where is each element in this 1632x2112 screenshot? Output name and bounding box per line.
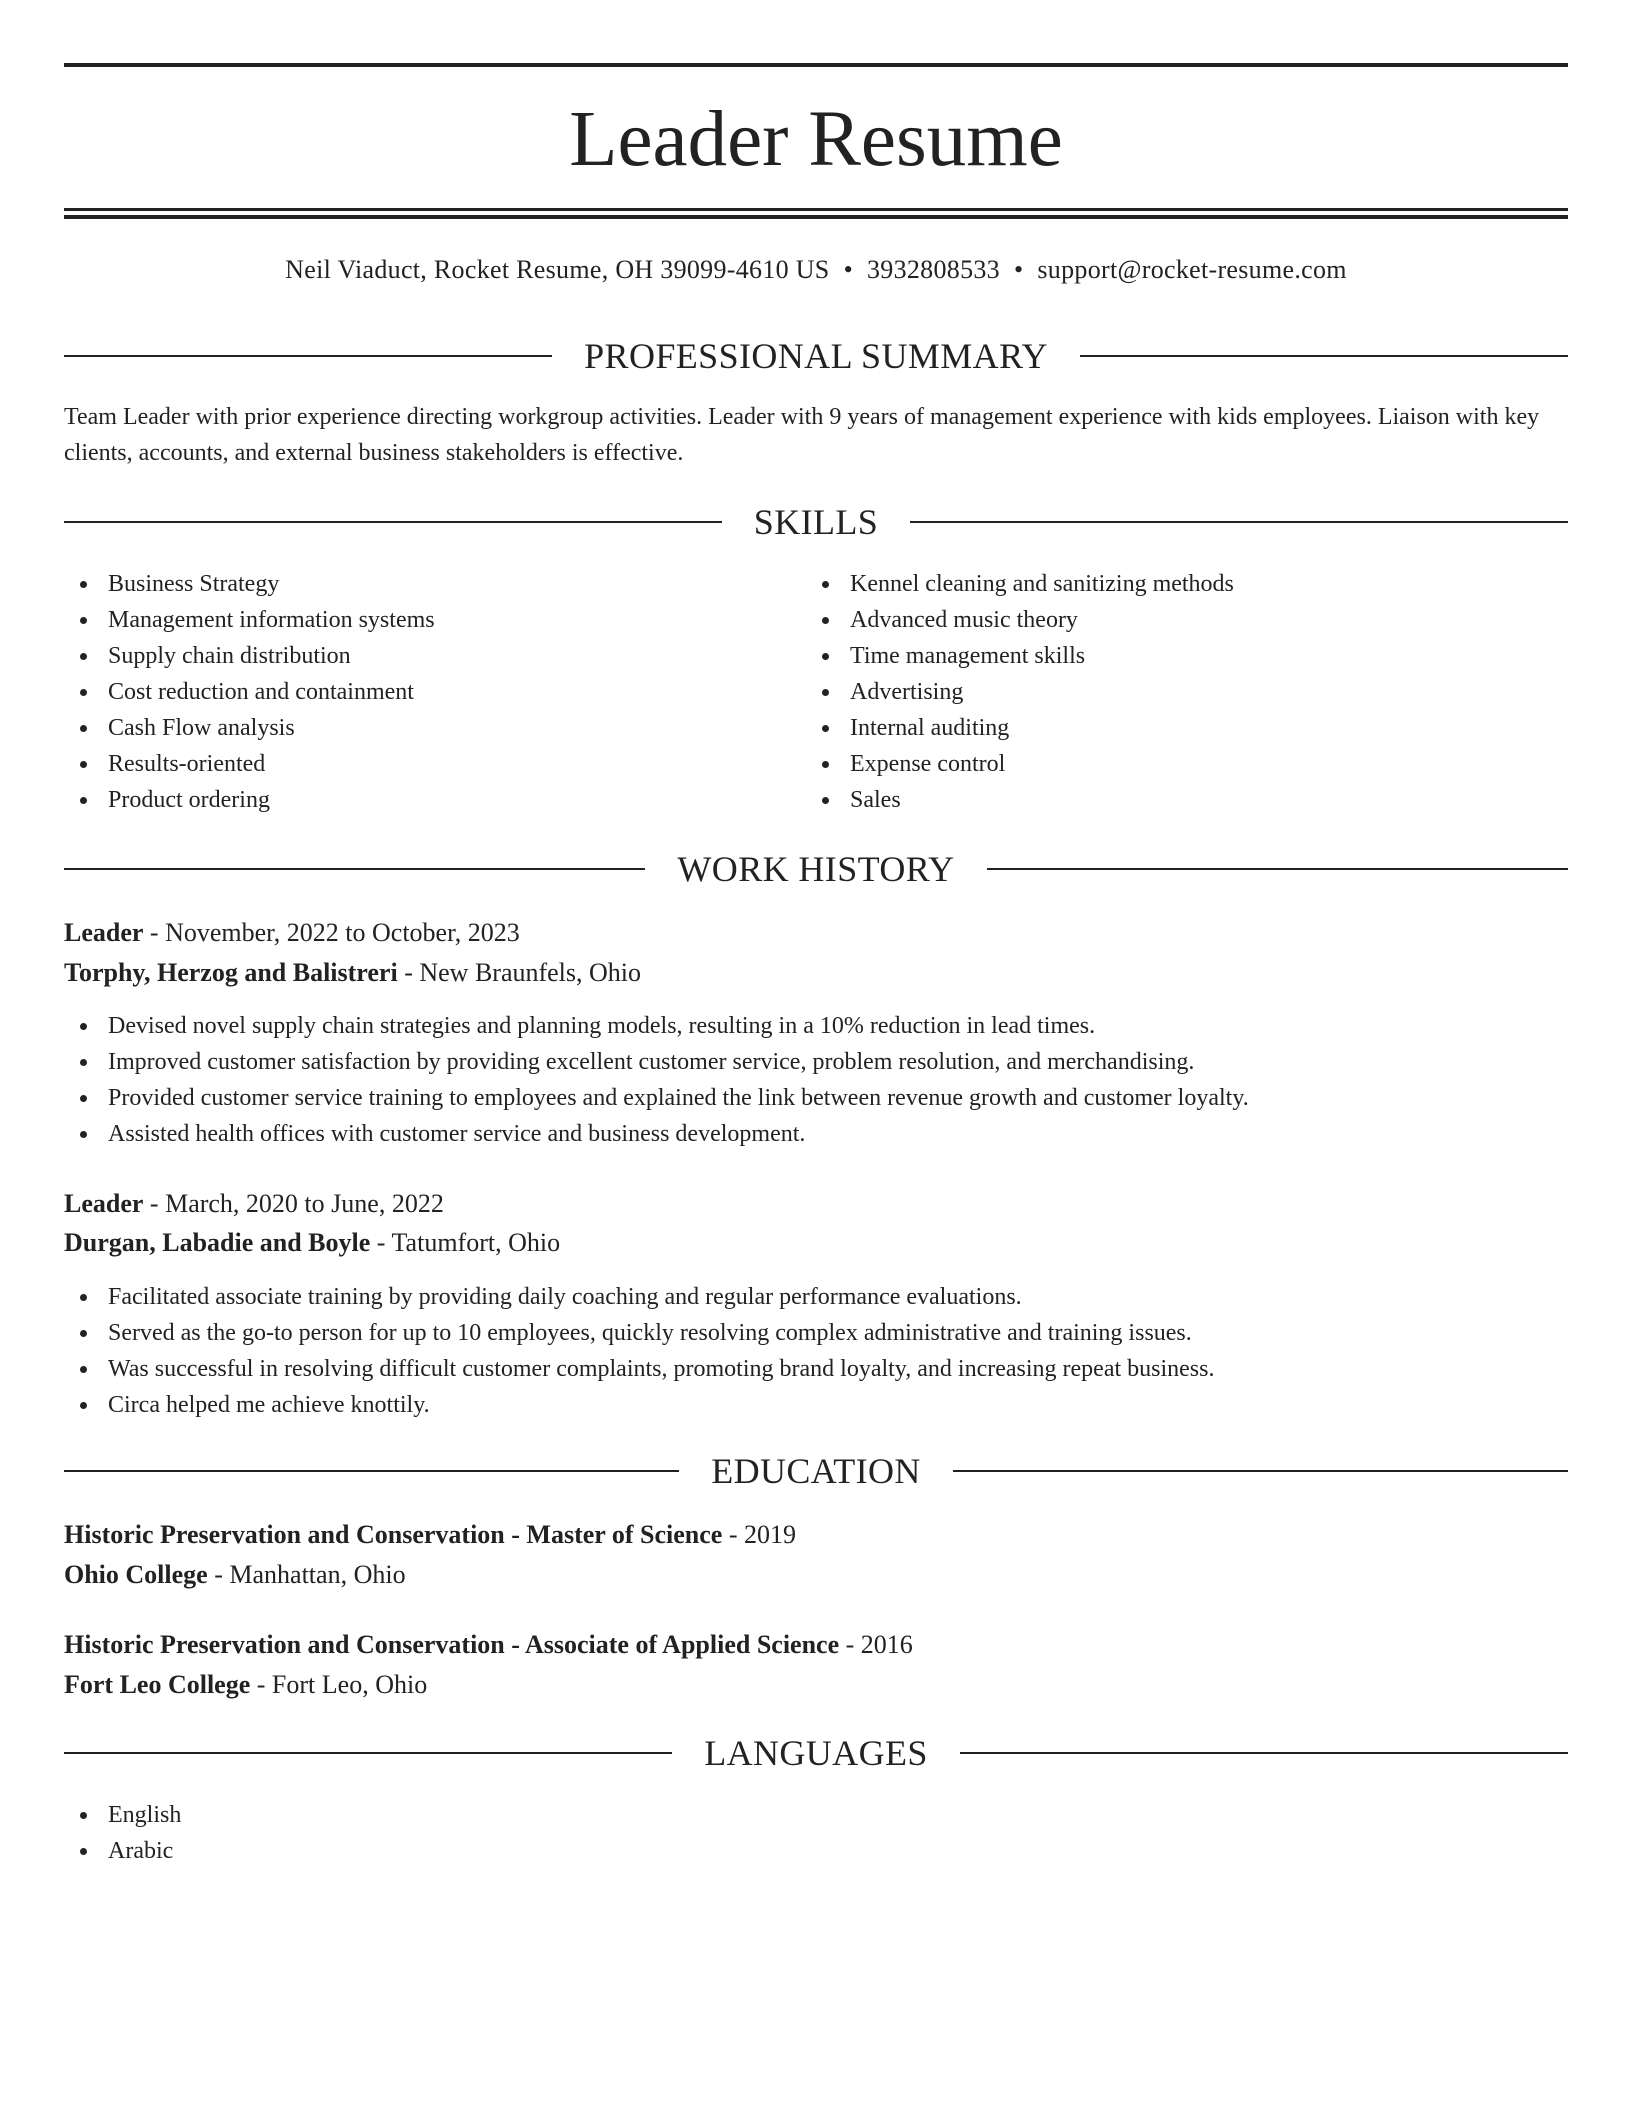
heading-rule (987, 868, 1568, 870)
skill-item: Advertising (806, 674, 1566, 710)
education-degree: Historic Preservation and Conservation - Master of Science (64, 1520, 723, 1549)
skill-item: Kennel cleaning and sanitizing methods (806, 566, 1566, 602)
job-company-line (64, 953, 1568, 993)
contact-address: Neil Viaduct, Rocket Resume, OH 39099-4610 US (285, 255, 830, 284)
job-bullet: Served as the go-to person for up to 10 employees, quickly resolving complex administrative and training issues. (64, 1315, 1568, 1351)
skills-list-left (64, 566, 804, 818)
skills-heading (64, 500, 1568, 544)
skill-item: Results-oriented (64, 746, 804, 782)
job-company: Durgan, Labadie and Boyle (64, 1228, 371, 1257)
languages-list (64, 1797, 664, 1869)
job-bullet: Circa helped me achieve knottily. (64, 1387, 1568, 1423)
skill-item: Product ordering (64, 782, 804, 818)
contact-line (64, 252, 1568, 288)
contact-separator: • (1013, 255, 1024, 284)
job-company: Torphy, Herzog and Balistreri (64, 958, 398, 987)
education-school: Fort Leo College (64, 1670, 251, 1699)
contact-email: support@rocket-resume.com (1037, 255, 1347, 284)
job-location: - New Braunfels, Ohio (404, 958, 642, 987)
education-degree-line (64, 1515, 1568, 1555)
heading-rule (1080, 355, 1568, 357)
work-heading-title: WORK HISTORY (677, 849, 955, 889)
job-bullet: Improved customer satisfaction by providing excellent customer service, problem resolution, and merchandising. (64, 1044, 1568, 1080)
job-bullets (64, 1279, 1568, 1423)
education-heading-title: EDUCATION (711, 1451, 921, 1491)
skill-item: Cost reduction and containment (64, 674, 804, 710)
job-bullet: Assisted health offices with customer service and business development. (64, 1116, 1568, 1152)
education-year: - 2019 (728, 1520, 796, 1549)
heading-rule (910, 521, 1568, 523)
header-double-rule-upper (64, 208, 1568, 211)
job-bullet: Was successful in resolving difficult customer complaints, promoting brand loyalty, and increasing repeat business. (64, 1351, 1568, 1387)
education-location: - Manhattan, Ohio (214, 1560, 406, 1589)
job-bullet: Facilitated associate training by providing daily coaching and regular performance evaluations. (64, 1279, 1568, 1315)
skills-heading-title: SKILLS (753, 502, 879, 542)
skill-item: Advanced music theory (806, 602, 1566, 638)
job-company-line (64, 1223, 1568, 1263)
skill-item: Time management skills (806, 638, 1566, 674)
skill-item: Internal auditing (806, 710, 1566, 746)
education-year: - 2016 (845, 1630, 913, 1659)
heading-rule (64, 1752, 672, 1754)
languages-heading-title: LANGUAGES (704, 1733, 928, 1773)
job-title-line (64, 1184, 1568, 1224)
education-location: - Fort Leo, Ohio (256, 1670, 428, 1699)
skill-item: Business Strategy (64, 566, 804, 602)
education-school: Ohio College (64, 1560, 208, 1589)
languages-heading (64, 1731, 1568, 1775)
language-item: Arabic (64, 1833, 664, 1869)
job-bullet: Devised novel supply chain strategies and planning models, resulting in a 10% reduction in lead times. (64, 1008, 1568, 1044)
heading-rule (64, 521, 722, 523)
summary-text: Team Leader with prior experience directing workgroup activities. Leader with 9 years of management experience with kids employees. Liaison with key clients, accounts, and external business stakeholders is effective. (64, 404, 1540, 466)
education-school-line (64, 1665, 1568, 1705)
skill-item: Sales (806, 782, 1566, 818)
skills-list-right (806, 566, 1566, 818)
job-bullet: Provided customer service training to employees and explained the link between revenue growth and customer loyalty. (64, 1080, 1568, 1116)
job-role: Leader (64, 1189, 144, 1218)
skill-item: Supply chain distribution (64, 638, 804, 674)
job-bullets (64, 1008, 1568, 1152)
heading-rule (64, 355, 552, 357)
job-role: Leader (64, 918, 144, 947)
heading-rule (64, 1470, 679, 1472)
education-degree-line (64, 1625, 1568, 1665)
summary-heading (64, 334, 1568, 378)
job-location: - Tatumfort, Ohio (376, 1228, 561, 1257)
work-heading (64, 847, 1568, 891)
summary-heading-title: PROFESSIONAL SUMMARY (584, 336, 1048, 376)
education-degree: Historic Preservation and Conservation - Associate of Applied Science (64, 1630, 840, 1659)
heading-rule (64, 868, 645, 870)
job-dates: - November, 2022 to October, 2023 (149, 918, 520, 947)
resume-title: Leader Resume (569, 96, 1063, 183)
job-dates: - March, 2020 to June, 2022 (149, 1189, 444, 1218)
job-title-line (64, 913, 1568, 953)
top-rule (64, 63, 1568, 67)
contact-phone: 3932808533 (866, 255, 1000, 284)
skill-item: Cash Flow analysis (64, 710, 804, 746)
header-double-rule-lower (64, 215, 1568, 219)
heading-rule (960, 1752, 1568, 1754)
education-school-line (64, 1555, 1568, 1595)
contact-separator: • (843, 255, 853, 284)
education-heading (64, 1449, 1568, 1493)
heading-rule (953, 1470, 1568, 1472)
language-item: English (64, 1797, 664, 1833)
skill-item: Management information systems (64, 602, 804, 638)
skill-item: Expense control (806, 746, 1566, 782)
